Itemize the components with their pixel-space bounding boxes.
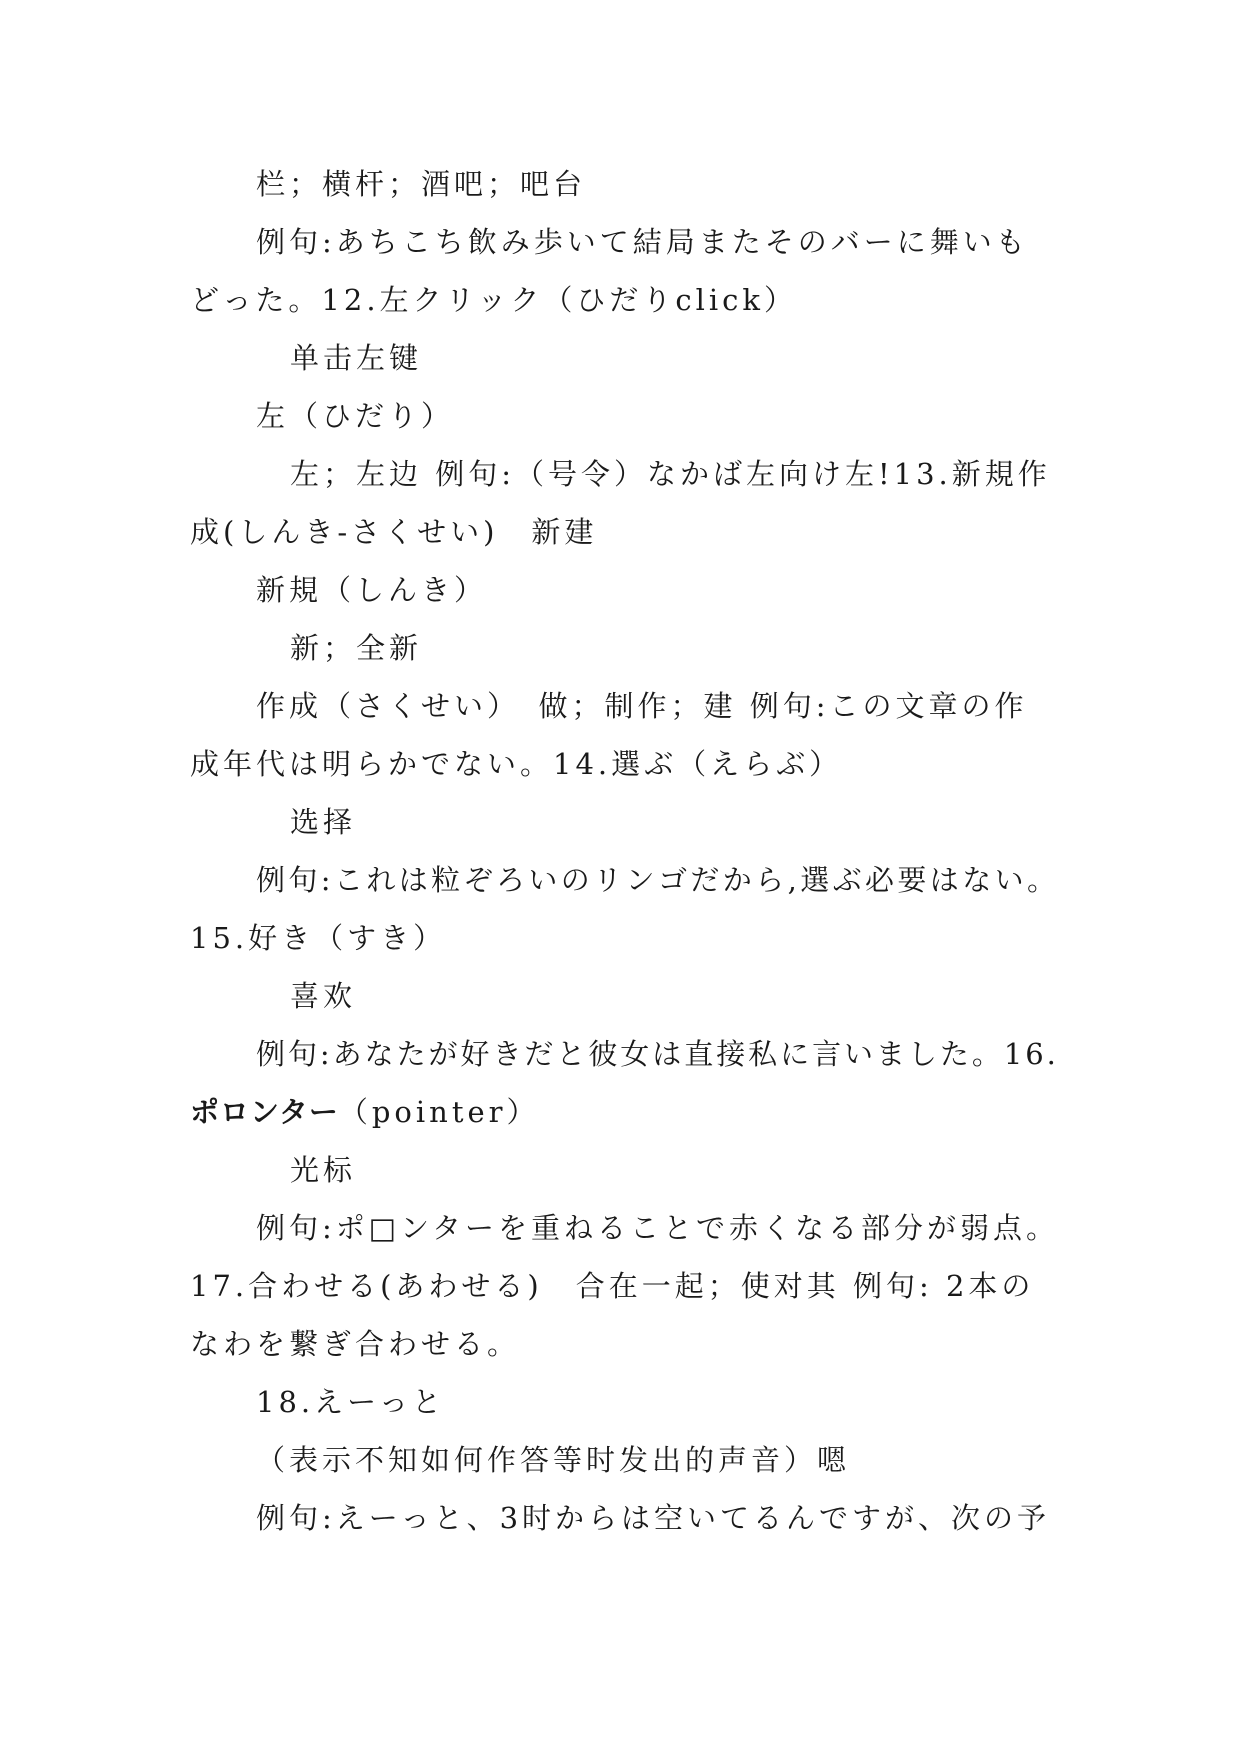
text-line: 例句:あなたが好きだと彼女は直接私に言いました。16.	[256, 1037, 1059, 1071]
text-line: 成年代は明らかでない。14.選ぶ（えらぶ）	[190, 747, 843, 781]
text-line: 喜欢	[290, 979, 357, 1013]
text-line: 栏；横杆；酒吧；吧台	[256, 167, 587, 201]
text-line: 作成（さくせい） 做；制作；建 例句:この文章の作	[256, 689, 1028, 723]
text-line: 新規（しんき）	[256, 573, 488, 607]
text-line: 17.合わせる(あわせる) 合在一起；使对其 例句: 2本の	[190, 1269, 1035, 1303]
text-line: （表示不知如何作答等时发出的声音）嗯	[256, 1443, 851, 1477]
text-line: 左（ひだり）	[256, 399, 455, 433]
text-line: なわを繋ぎ合わせる。	[190, 1327, 521, 1361]
pointer-reading: （pointer）	[338, 1095, 540, 1129]
text-line: 例句:あちこち飲み歩いて結局またそのバーに舞いも	[256, 225, 1029, 259]
text-line: どった。12.左クリック（ひだりclick）	[190, 283, 797, 317]
text-line: 18.えーっと	[256, 1385, 445, 1419]
text-line: 单击左键	[290, 341, 423, 375]
text-line: 例句:ポ□ンターを重ねることで赤くなる部分が弱点。	[256, 1211, 1060, 1245]
text-line: 例句:これは粒ぞろいのリンゴだから,選ぶ必要はない。	[256, 863, 1060, 897]
text-line: 新；全新	[290, 631, 423, 665]
text-line: 左；左边 例句:（号令）なかば左向け左!13.新規作	[290, 457, 1051, 491]
text-line: 例句:えーっと、3时からは空いてるんですが、次の予	[256, 1501, 1051, 1535]
text-line: 15.好き（すき）	[190, 921, 447, 955]
text-line: 成(しんき-さくせい) 新建	[190, 515, 598, 549]
text-line: 选择	[290, 805, 357, 839]
pointer-term: ポロンター	[190, 1095, 339, 1129]
text-line: 光标	[290, 1153, 357, 1187]
text-line	[190, 1092, 540, 1132]
